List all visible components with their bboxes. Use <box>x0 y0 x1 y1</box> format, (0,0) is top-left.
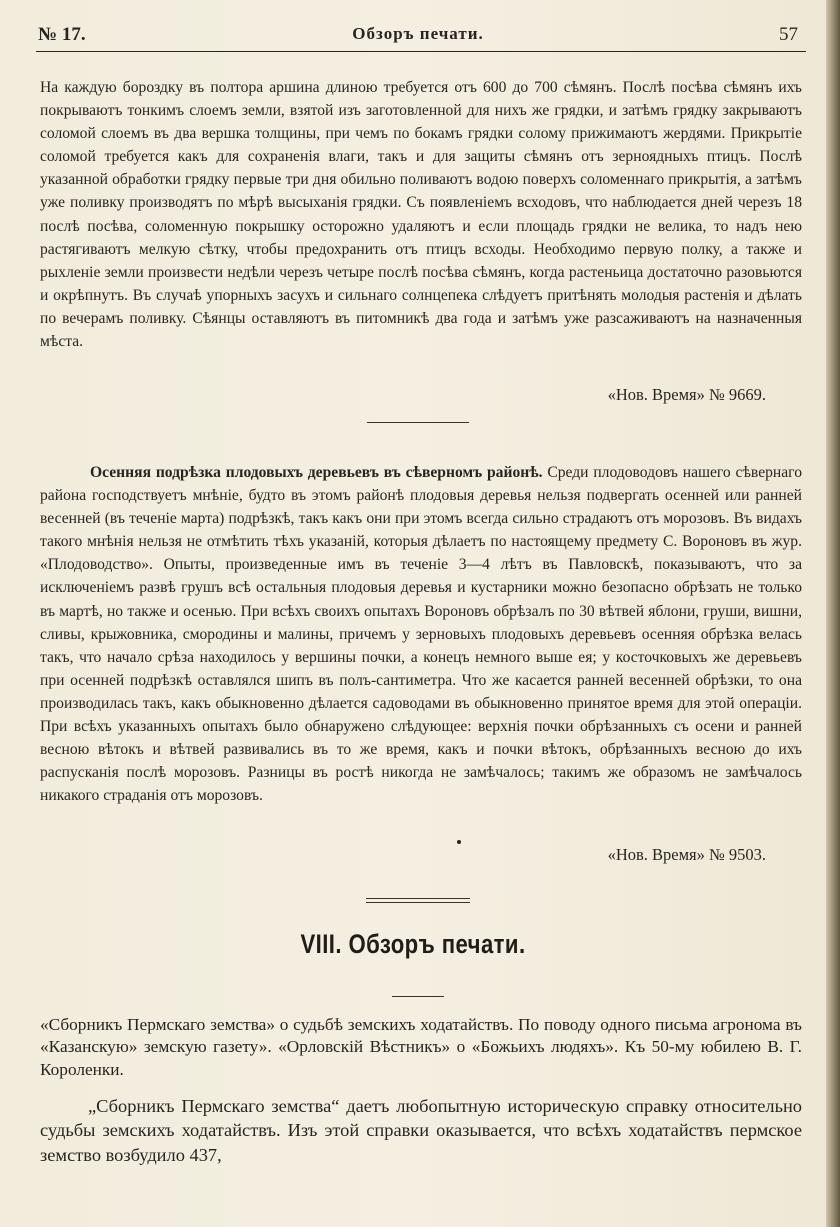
article-source-9503: «Нов. Время» № 9503. <box>607 845 766 864</box>
article-source-9669: «Нов. Время» № 9669. <box>607 385 766 404</box>
ink-dot <box>457 840 461 844</box>
article-heading-pruning: Осенняя подрѣзка плодовыхъ деревьевъ въ сѣверномъ районѣ. <box>90 464 543 481</box>
article-divider <box>367 422 469 423</box>
article-seedling-care: На каждую бороздку въ полтора аршина длиною требуется отъ 600 до 700 сѣмянъ. Послѣ посѣва сѣмянъ ихъ покрываютъ тонкимъ слоемъ земли, взятой изъ заготовленной для нихъ же грядки, и затѣмъ грядку закрываютъ соломой слоемъ въ два вершка толщины, при чемъ по бокамъ грядки солому прижимаютъ жердями. Прикрытіе соломой требуется какъ для сохраненія влаги, такъ и для защиты сѣмянъ отъ зерноядныхъ птицъ. Послѣ указанной обработки грядку первые три дня обильно поливаютъ водою поверхъ соломеннаго прикрытія, а затѣмъ уже поливку производятъ по мѣрѣ высыханія грядки. Съ появленіемъ всходовъ, что наблюдается дней черезъ 18 послѣ посѣва, соломенную покрышку осторожно удаляютъ и если площадь грядки не велика, то надъ нею растягиваютъ мелкую сѣтку, чтобы предохранить отъ птицъ всходы. Необходимо первую полку, а также и рыхленіе земли произвести недѣли черезъ четыре послѣ посѣва сѣмянъ, когда растеньица достаточно разовьются и окрѣпнутъ. Въ случаѣ упорныхъ засухъ и сильнаго солнцепека слѣдуетъ притѣнять молодыя растенія и дѣлать по вечерамъ поливку. Сѣянцы оставляютъ въ питомникѣ два года и затѣмъ уже разсаживаютъ на назначенныя мѣста. <box>40 79 802 351</box>
issue-number: № 17. <box>38 24 86 45</box>
section-summary: «Сборникъ Пермскаго земства» о судьбѣ земскихъ ходатайствъ. По поводу одного письма агронома въ «Казанскую» земскую газету». «Орловскій Вѣстникъ» о «Божьихъ людяхъ». Къ 50-му юбилею В. Г. Короленки. <box>40 1015 802 1079</box>
running-title: Обзоръ печати. <box>352 24 484 43</box>
header-rule <box>36 51 806 52</box>
article-body-pruning: Среди плодоводовъ нашего сѣвернаго района господствуетъ мнѣніе, будто въ этомъ районѣ плодовыя деревья нельзя подвергать осенней или ранней весенней (въ теченіе марта) подрѣзкѣ, такъ какъ они при этомъ всегда сильно страдаютъ отъ морозовъ. Въ видахъ такого мнѣнія нельзя не отмѣтить тѣхъ указаній, которыя дѣлаетъ по настоящему предмету С. Вороновъ въ жур. «Плодоводство». Опыты, произведенные имъ въ теченіе 3—4 лѣтъ въ Павловскѣ, показываютъ, что за исключеніемъ развѣ грушъ всѣ остальныя плодовыя деревья и кустарники можно безопасно обрѣзать не только въ мартѣ, но также и осенью. При всѣхъ своихъ опытахъ Вороновъ обрѣзалъ по 30 вѣтвей яблони, груши, вишни, сливы, крыжовника, смородины и малины, причемъ у зерновыхъ плодовыхъ деревьевъ осенняя обрѣзка велась такъ, что начало срѣза находилось у вершины почки, а конецъ немного выше ея; у косточковыхъ же деревьевъ при осенней подрѣзкѣ оставлялся шипъ въ полъ-сантиметра. Что же касается ранней весенней обрѣзки, то она производилась такъ, какъ обыкновенно дѣлается садоводами въ обыкновенно принятое время для этой операціи. При всѣхъ указанныхъ опытахъ было обнаружено слѣдующее: верхнія почки обрѣзанныхъ съ осени и ранней весною вѣтокъ и вѣтвей развивались въ то же время, какъ и почки вѣтокъ, обрѣзанныхъ весною до ихъ распусканія послѣ морозовъ. Разницы въ ростѣ никогда не замѣчалось; такимъ же образомъ не замѣчалось никакого страданія отъ морозовъ. <box>40 464 802 805</box>
section-title-rule <box>392 996 444 997</box>
page-edge-shadow <box>826 0 840 1227</box>
article-autumn-pruning <box>40 461 802 807</box>
section-title: VIII. Обзоръ печати. <box>300 929 526 959</box>
running-header <box>38 22 798 52</box>
section-divider-top <box>366 898 470 899</box>
page-number: 57 <box>779 24 798 45</box>
section-divider-bottom <box>366 902 470 903</box>
section-body-paragraph: „Сборникъ Пермскаго земства“ даетъ любопытную историческую справку относительно судьбы земскихъ ходатайствъ. Изъ этой справки оказывается, что всѣхъ ходатайствъ пермское земство возбудило 437, <box>40 1096 802 1165</box>
